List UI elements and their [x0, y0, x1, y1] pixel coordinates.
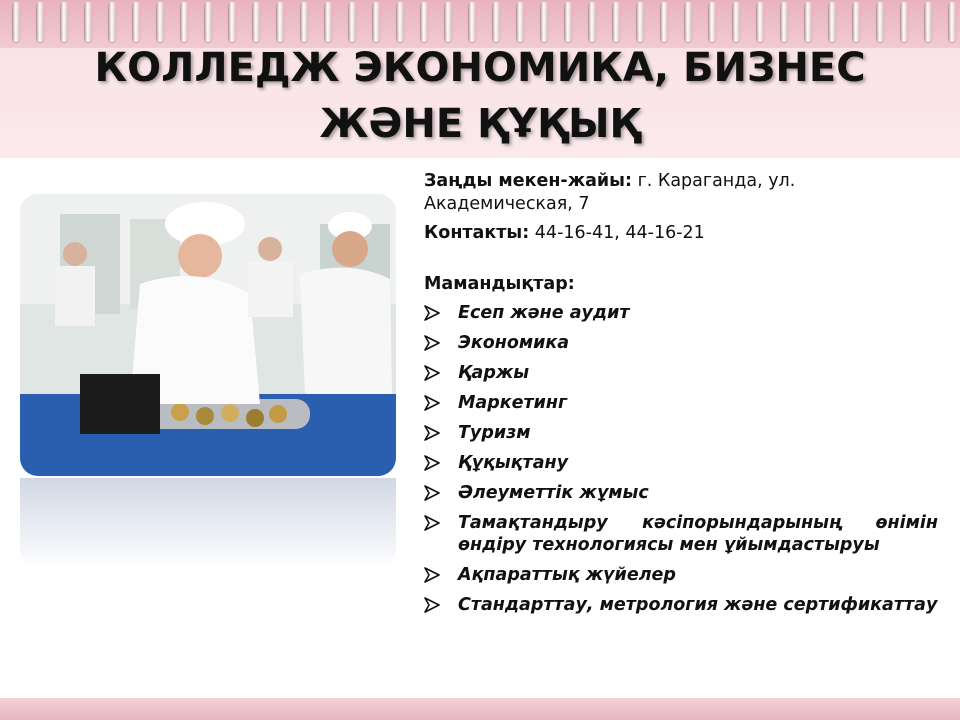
binder-ring-icon — [132, 2, 140, 42]
footer-band — [0, 698, 960, 720]
binder-ring-icon — [372, 2, 380, 42]
binder-ring-icon — [516, 2, 524, 42]
binder-ring-icon — [228, 2, 236, 42]
binder-ring-icon — [444, 2, 452, 42]
arrow-bullet-icon — [424, 362, 458, 381]
list-item: Тамақтандыру кәсіпорындарының өнімін өндіру технологиясы мен ұйымдастыруы — [424, 512, 944, 556]
binder-ring-icon — [324, 2, 332, 42]
binder-ring-icon — [12, 2, 20, 42]
binder-ring-icon — [276, 2, 284, 42]
binder-ring-icon — [540, 2, 548, 42]
binder-ring-icon — [396, 2, 404, 42]
arrow-bullet-icon — [424, 564, 458, 583]
binder-ring-icon — [180, 2, 188, 42]
arrow-bullet-icon — [424, 332, 458, 351]
list-item: Туризм — [424, 422, 944, 444]
binder-ring-icon — [900, 2, 908, 42]
binder-ring-icon — [108, 2, 116, 42]
arrow-bullet-icon — [424, 512, 458, 531]
contacts-label: Контакты: — [424, 223, 530, 243]
contacts — [424, 222, 944, 245]
binder-ring-icon — [660, 2, 668, 42]
binder-ring-icon — [804, 2, 812, 42]
arrow-bullet-icon — [424, 452, 458, 471]
legal-address-value: г. Караганда, ул. Академическая, 7 — [424, 171, 796, 214]
binder-ring-icon — [492, 2, 500, 42]
binder-ring-icon — [876, 2, 884, 42]
legal-address-label: Заңды мекен-жайы: — [424, 171, 633, 191]
binder-ring-icon — [756, 2, 764, 42]
binder-ring-icon — [564, 2, 572, 42]
contacts-value: 44-16-41, 44-16-21 — [534, 223, 705, 243]
binder-ring-icon — [612, 2, 620, 42]
binder-ring-icon — [348, 2, 356, 42]
list-item: Есеп және аудит — [424, 302, 944, 324]
binder-ring-icon — [468, 2, 476, 42]
binder-ring-icon — [156, 2, 164, 42]
arrow-bullet-icon — [424, 594, 458, 613]
binder-ring-icon — [708, 2, 716, 42]
binder-ring-icon — [684, 2, 692, 42]
binder-ring-icon — [852, 2, 860, 42]
arrow-bullet-icon — [424, 302, 458, 321]
arrow-bullet-icon — [424, 392, 458, 411]
legal-address — [424, 170, 944, 216]
specialties-list — [424, 302, 944, 616]
photo-illustration — [20, 194, 396, 476]
slide-title: КОЛЛЕДЖ ЭКОНОМИКА, БИЗНЕС ЖӘНЕ ҚҰҚЫҚ — [94, 45, 866, 147]
binder-ring-icon — [84, 2, 92, 42]
binder-ring-icon — [204, 2, 212, 42]
binder-ring-icon — [588, 2, 596, 42]
college-info — [424, 170, 944, 624]
list-item: Ақпараттық жүйелер — [424, 564, 944, 586]
binder-ring-icon — [828, 2, 836, 42]
binder-ring-icon — [732, 2, 740, 42]
binder-ring-icon — [636, 2, 644, 42]
list-item: Қаржы — [424, 362, 944, 384]
photo-reflection — [20, 478, 396, 568]
binder-ring-icon — [780, 2, 788, 42]
specialties-title: Мамандықтар: — [424, 274, 575, 294]
binder-ring-icon — [36, 2, 44, 42]
binder-ring-icon — [300, 2, 308, 42]
list-item: Экономика — [424, 332, 944, 354]
binder-ring-icon — [60, 2, 68, 42]
arrow-bullet-icon — [424, 482, 458, 501]
arrow-bullet-icon — [424, 422, 458, 441]
list-item: Әлеуметтік жұмыс — [424, 482, 944, 504]
binder-ring-icon — [924, 2, 932, 42]
list-item: Маркетинг — [424, 392, 944, 414]
kitchen-photo — [20, 194, 396, 476]
list-item: Стандарттау, метрология және сертификаттау — [424, 594, 944, 616]
list-item: Құқықтану — [424, 452, 944, 474]
binder-ring-icon — [252, 2, 260, 42]
binder-ring-icon — [948, 2, 956, 42]
binder-ring-icon — [420, 2, 428, 42]
